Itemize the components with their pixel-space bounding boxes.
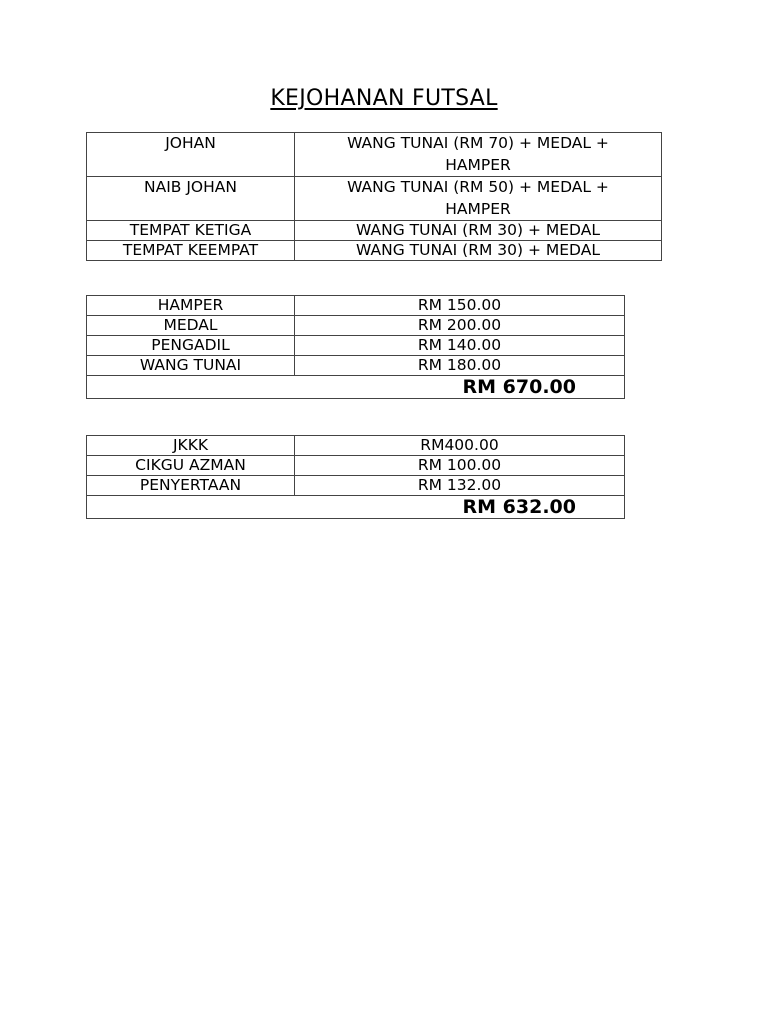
fund-source-amount: RM 100.00 bbox=[295, 456, 625, 476]
fund-source-name: JKKK bbox=[87, 436, 295, 456]
prize-position-cell: TEMPAT KEEMPAT bbox=[87, 241, 295, 261]
prizes-table bbox=[86, 132, 662, 261]
prize-description-cell: WANG TUNAI (RM 30) + MEDAL bbox=[295, 241, 662, 261]
fund-source-name: PENYERTAAN bbox=[87, 476, 295, 496]
table-row bbox=[87, 356, 625, 376]
prize-position-cell: JOHAN bbox=[87, 133, 295, 177]
prize-description-cell bbox=[295, 177, 662, 221]
costs-total: RM 670.00 bbox=[87, 376, 625, 399]
cost-item-name: PENGADIL bbox=[87, 336, 295, 356]
costs-total-row bbox=[87, 376, 625, 399]
funds-table bbox=[86, 435, 625, 519]
table-row bbox=[87, 221, 662, 241]
cost-item-name: HAMPER bbox=[87, 296, 295, 316]
prize-position-cell: TEMPAT KETIGA bbox=[87, 221, 295, 241]
cost-item-name: WANG TUNAI bbox=[87, 356, 295, 376]
cost-item-amount: RM 180.00 bbox=[295, 356, 625, 376]
prize-position-cell: NAIB JOHAN bbox=[87, 177, 295, 221]
fund-source-amount: RM400.00 bbox=[295, 436, 625, 456]
table-row bbox=[87, 456, 625, 476]
prize-description-line: HAMPER bbox=[445, 155, 511, 174]
prize-description-line: WANG TUNAI (RM 50) + MEDAL + bbox=[347, 178, 609, 196]
table-row bbox=[87, 241, 662, 261]
funds-total-row bbox=[87, 496, 625, 519]
table-row bbox=[87, 296, 625, 316]
table-row bbox=[87, 133, 662, 177]
table-row bbox=[87, 316, 625, 336]
table-row bbox=[87, 177, 662, 221]
cost-item-amount: RM 140.00 bbox=[295, 336, 625, 356]
cost-item-name: MEDAL bbox=[87, 316, 295, 336]
prize-description-cell: WANG TUNAI (RM 30) + MEDAL bbox=[295, 221, 662, 241]
page-title: KEJOHANAN FUTSAL bbox=[270, 86, 498, 111]
costs-table bbox=[86, 295, 625, 399]
prize-description-cell bbox=[295, 133, 662, 177]
fund-source-name: CIKGU AZMAN bbox=[87, 456, 295, 476]
funds-total: RM 632.00 bbox=[87, 496, 625, 519]
table-row bbox=[87, 476, 625, 496]
table-row bbox=[87, 336, 625, 356]
table-row bbox=[87, 436, 625, 456]
cost-item-amount: RM 150.00 bbox=[295, 296, 625, 316]
prize-description-line: HAMPER bbox=[445, 199, 511, 218]
prize-description-line: WANG TUNAI (RM 70) + MEDAL + bbox=[347, 134, 609, 152]
fund-source-amount: RM 132.00 bbox=[295, 476, 625, 496]
cost-item-amount: RM 200.00 bbox=[295, 316, 625, 336]
